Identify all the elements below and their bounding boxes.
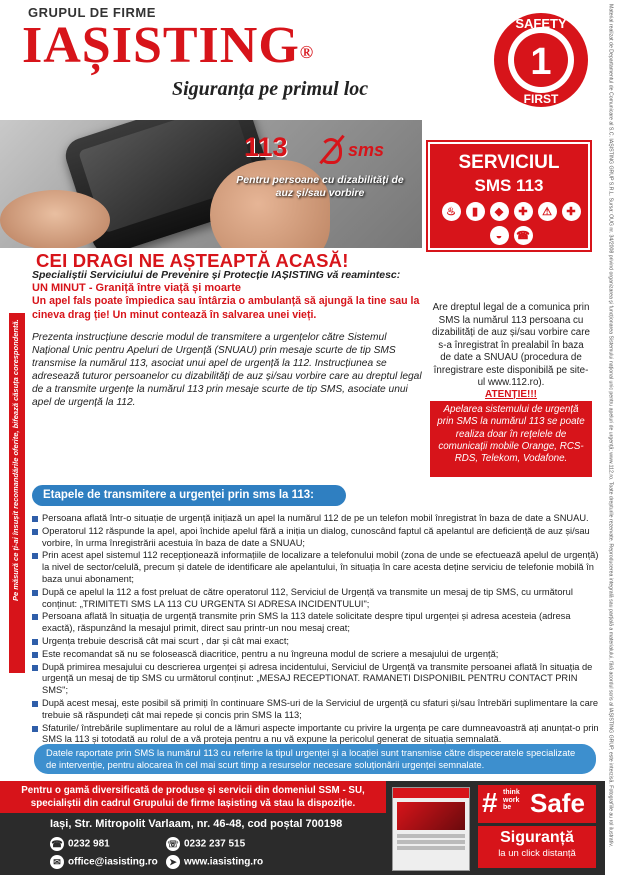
step-item[interactable]: Operatorul 112 răspunde la apel, apoi închide apelul fără a iniția un dialog, cunoscând faptul că apelantul are deficiență de auz și/sau vorbire, în urma înregistrării acestuia în baza de date a SNUAU; xyxy=(32,526,604,550)
brand-logo xyxy=(22,18,314,74)
hero-photo xyxy=(0,120,422,248)
service-title-2: SMS 113 xyxy=(474,176,544,195)
fire-icon: ♨ xyxy=(442,202,461,221)
medical-icon: ✚ xyxy=(562,202,581,221)
phone-2-text: 0232 237 515 xyxy=(184,838,246,850)
phone-2[interactable] xyxy=(166,837,245,851)
web-link[interactable] xyxy=(166,855,263,869)
email-text: office@iasisting.ro xyxy=(68,856,158,868)
think-work-be-safe-logo xyxy=(478,785,596,823)
legal-text: Material realizat de Departamentul de Comunicare al S.C. IAȘISTING GRUP S.R.L. Sursa: OUG nr. 34/2008 privind organizarea și funcționarea Sistemului național unic pentru apeluri de urgență; www.112.ro. Toate drepturile rezervate. Reproducerea integrală sau parțială a materialului, fără acordul scris al IAȘISTING GRUP, este interzisă. Fotografiile au rol ilustrativ. xyxy=(607,4,614,847)
side-tab xyxy=(9,313,25,673)
fax-icon: ☏ xyxy=(167,839,179,849)
first-aid-icon: ✚ xyxy=(514,202,533,221)
steps-list xyxy=(32,513,604,747)
main-fals: Un apel fals poate împiedica sau întârzia o ambulanță să ajungă la tine sau la cineva drag ție! Un minut contează în salvarea unei vieți. xyxy=(32,295,420,321)
step-item[interactable]: După primirea mesajului cu descrierea urgenței și adresa incidentului, Serviciul de Urgență va transmite persoanei aflată în situația de urgență un mesaj de tip SMS cu următorul conținut: „MESAJ RECEPTIONAT. RAMANETI DISPONIBIL PENTRU CONTACT PRIN SMS"; xyxy=(32,662,604,697)
cursor-icon: ➤ xyxy=(166,855,180,869)
step-item[interactable]: Persoana aflată într-o situație de urgență inițiază un apel la numărul 112 de pe un telefon mobil înregistrat în baza de date a SNUAU. xyxy=(32,513,604,525)
siguranta-title: Siguranță xyxy=(500,829,574,846)
hero-subtitle: Pentru persoane cu dizabilități de auz și/sau vorbire xyxy=(236,174,404,199)
extinguisher-icon: ▮ xyxy=(466,202,485,221)
sms-number: 113 xyxy=(244,132,288,162)
atentie-box: Apelarea sistemului de urgență prin SMS la numărul 113 se poate realiza doar în rețelele de comunicații mobile Orange, RCS-RDS, Telekom, Vodafone. xyxy=(430,401,592,477)
step-item[interactable]: Persoana aflată în situația de urgență transmite prin SMS la 113 datele solicitate despre tipul urgenței și adresa acesteia (adresa exactă), răspunzând la mesajul primit, direct sau printr-un nou mesaj creat; xyxy=(32,611,604,635)
badge-bottom-text: FIRST xyxy=(523,92,559,106)
step-item[interactable]: După acest mesaj, este posibil să primiți în continuare SMS-uri de la Serviciul de urgență cu sfaturi și/sau întrebări suplimentare la care trebuie să răspundeți cât mai repede și concis prin SMS la 113; xyxy=(32,698,604,722)
atentie-title: ATENȚIE!!! xyxy=(484,389,538,400)
steps-title: Etapele de transmitere a urgenței prin sms la 113: xyxy=(32,485,346,506)
siguranta-box[interactable] xyxy=(478,826,596,868)
sms-text: sms xyxy=(348,140,385,160)
footer-promo-area xyxy=(0,781,386,875)
right-paragraph: Are dreptul legal de a comunica prin SMS la numărul 113 persoana cu dizabilități de auz și/sau vorbire care s-a înregistrat în prealabil în baza de date a SNUAU (procedura de înregistrare este disponibilă pe site-ul www.112.ro). xyxy=(432,302,590,388)
footer xyxy=(0,781,605,875)
service-icons xyxy=(438,202,584,245)
rescue-icon: ☎ xyxy=(514,226,533,245)
footer-contact xyxy=(0,813,386,875)
main-intro: Specialiștii Serviciului de Prevenire și Protecție IAȘISTING vă reamintesc: xyxy=(32,269,401,281)
email-link[interactable] xyxy=(50,855,158,869)
step-item[interactable]: Prin acest apel sistemul 112 recepționează informațiile de localizare a telefonului mobil (zona de unde se efectuează apelul de urgență) la nivel de sector/celulă, precum și datele de identificare ale apelantului, în situația în care acesta deține serviciu de telefonie mobilă în baza unui abonament; xyxy=(32,550,604,585)
footer-right xyxy=(386,781,605,875)
badge-top-text: SAFETY xyxy=(515,16,567,31)
registered-mark: ® xyxy=(299,42,315,62)
header xyxy=(0,0,605,120)
brand-name: IAȘISTING xyxy=(22,17,300,74)
siguranta-subtitle: la un click distanță xyxy=(498,848,576,859)
think-work-be: think work be xyxy=(503,789,520,811)
step-item[interactable]: Sfaturile/ întrebările suplimentare au rolul de a lămuri aspecte importante cu privire la urgența pe care dumneavoastră ați anunțat-o prin SMS la 113 și totodată au rolul de a vă proteja pentru a nu vă expune la pericolul generat de situația semnalată. xyxy=(32,723,604,747)
legal-strip xyxy=(605,0,620,875)
email-icon: ✉ xyxy=(50,855,64,869)
main-paragraph: Prezenta instrucțiune descrie modul de transmitere a urgențelor către Sistemul Național Unic pentru Apeluri de Urgență (SNUAU) prin mesaje scurte de tip SMS transmise la numărul 113, asociat unui apel de urgență la 112. Instrucțiunea se adresează tuturor persoanelor cu dizabilități de auz și/sau vorbire care au dreptul legal de a transmite urgențe la numărul 113 prin mesaje scurte de tip SMS, asociate unui apel de urgență la 112. xyxy=(32,332,422,409)
step-item[interactable]: Este recomandat să nu se folosească diacritice, pentru a nu îngreuna modul de scriere a mesajului de urgență; xyxy=(32,649,604,661)
website-mockup xyxy=(392,787,470,871)
service-box xyxy=(428,142,590,250)
main-minut: UN MINUT - Graniță între viață și moarte xyxy=(32,282,242,294)
note-bar: Datele raportate prin SMS la numărul 113 cu referire la tipul urgenței și a locației sunt transmise către dispeceratele specializate de intervenție, pentru alocarea în cel mai scurt timp a resurselor necesare soluționării urgenței semnalate. xyxy=(34,744,596,774)
safe-word: Safe xyxy=(530,788,585,818)
hash-mark: # xyxy=(482,787,498,818)
phone-1-text: 0232 981 xyxy=(68,838,110,850)
footer-address: Iași, Str. Mitropolit Varlaam, nr. 46-48, cod poștal 700198 xyxy=(50,818,343,830)
side-tab-text: Pe măsură ce ți-ai însușit recomandările oferite, bifează căsuța corespondentă. xyxy=(11,319,20,601)
web-text: www.iasisting.ro xyxy=(184,856,264,868)
tagline: Siguranța pe primul loc xyxy=(172,78,369,100)
service-title-1: SERVICIUL xyxy=(458,152,560,173)
safety-first-badge xyxy=(492,6,590,114)
helmet-icon: ◒ xyxy=(490,226,509,245)
phone-icon: ☎ xyxy=(51,839,63,849)
main-heading: CEI DRAGI NE AȘTEAPTĂ ACASĂ! xyxy=(36,250,349,271)
step-item[interactable]: Urgența trebuie descrisă cât mai scurt , dar și cât mai exact; xyxy=(32,636,604,648)
thumb-illustration xyxy=(0,190,110,248)
step-item[interactable]: După ce apelul la 112 a fost preluat de către operatorul 112, Serviciul de Urgență va transmite un mesaj de tip SMS, cu următorul conținut: „TRIMITETI SMS LA 113 CU URGENTA SI ADRESA INCIDENTULUI"; xyxy=(32,587,604,611)
hazard-icon: ⚠ xyxy=(538,202,557,221)
group-label: GRUPUL DE FIRME xyxy=(28,5,156,20)
sms-113-logo xyxy=(244,132,385,163)
badge-number: 1 xyxy=(530,41,552,83)
footer-promo: Pentru o gamă diversificată de produse și servicii din domeniul SSM - SU, specialiștii din cadrul Grupului de firme Iașisting vă stau la dispoziție. xyxy=(21,785,365,809)
shield-icon: ◆ xyxy=(490,202,509,221)
phone-1[interactable] xyxy=(50,837,110,851)
